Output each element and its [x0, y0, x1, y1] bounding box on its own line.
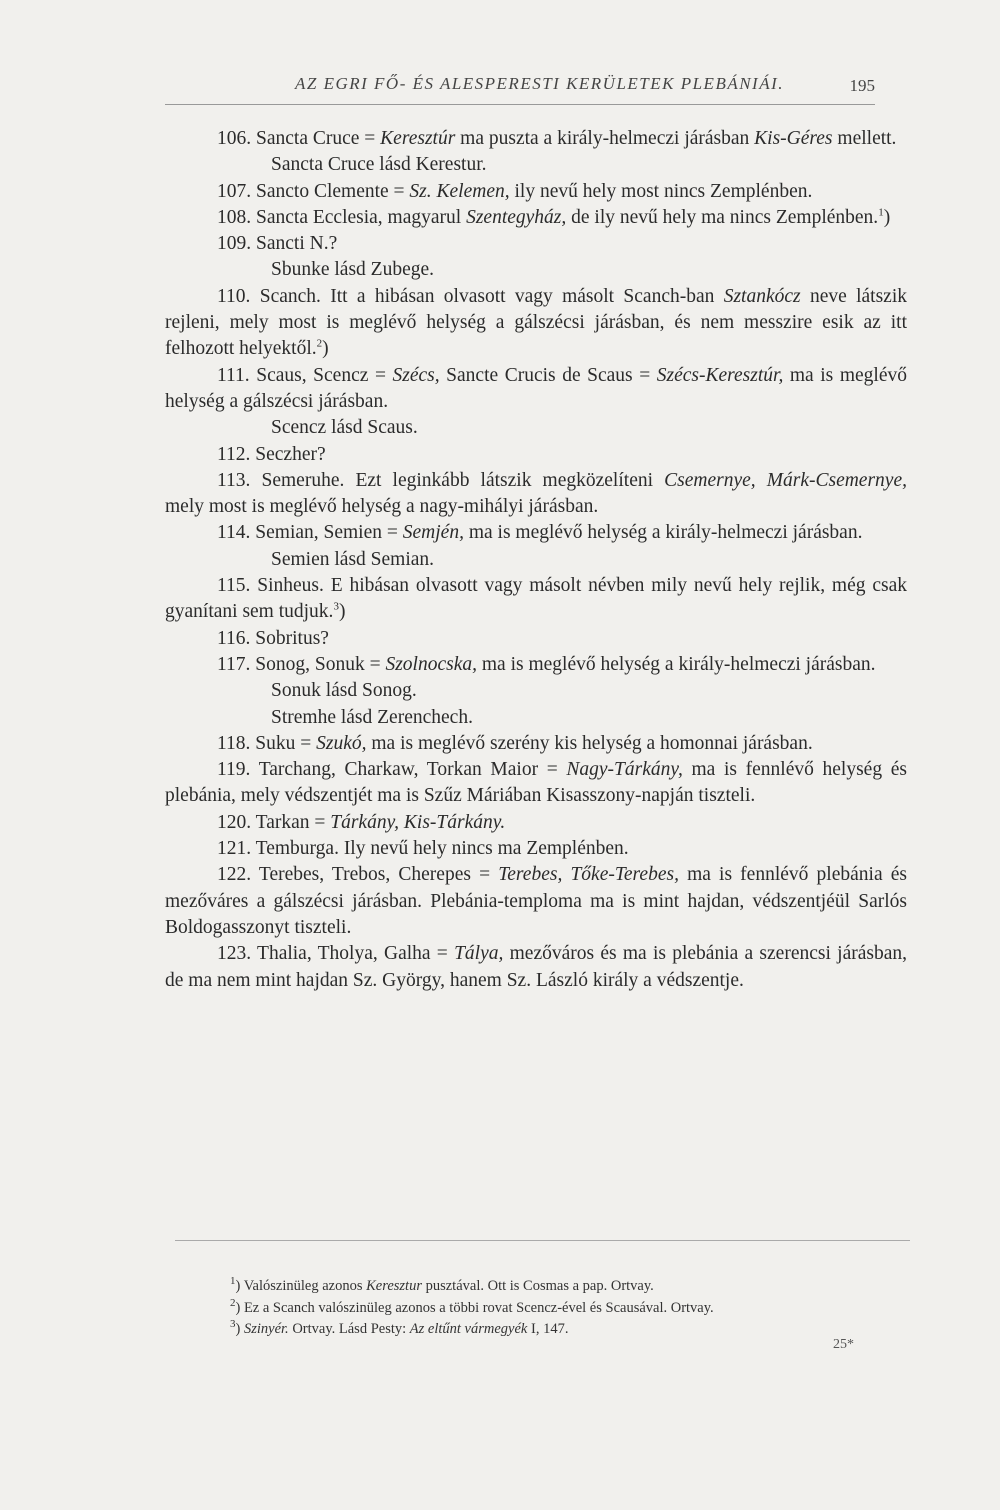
footnote-rule	[175, 1240, 910, 1241]
entry-117: 117. Sonog, Sonuk = Szolnocska, ma is meglévő helység a király-helmeczi járásban.	[217, 653, 876, 675]
entry-113: 113. Semeruhe. Ezt leginkább látszik megközelíteni Csemernye, Márk-Csemernye, mely most is meglévő helység a nagy-mihályi járásban.	[165, 469, 907, 518]
entry-118: 118. Suku = Szukó, ma is meglévő szerény kis helység a homonnai járásban.	[217, 732, 813, 754]
entry-112: 112. Seczher?	[217, 443, 326, 465]
footnote-ref: 3	[333, 600, 339, 613]
cross-reference: Scencz lásd Scaus.	[271, 417, 418, 439]
entry-107: 107. Sancto Clemente = Sz. Kelemen, ily nevű hely most nincs Zemplénben.	[217, 180, 813, 202]
main-text	[165, 126, 907, 994]
footnote-2: $^2$) Ez a Scanch valószinüleg azonos a többi rovat Scencz-ével és Scausával. Ortvay.	[230, 1296, 714, 1316]
page-header	[165, 74, 875, 98]
entry-108: 108. Sancta Ecclesia, magyarul Szentegyház, de ily nevű hely ma nincs Zemplénben.$^1$)	[217, 206, 891, 228]
running-title: AZ EGRI FŐ- ÉS ALESPERESTI KERÜLETEK PLEBÁNIÁI.	[295, 74, 785, 93]
footnote-1: $^1$) Valószinüleg azonos Keresztur pusztával. Ott is Cosmas a pap. Ortvay.	[230, 1275, 654, 1294]
entry-122: 122. Terebes, Trebos, Cherepes = Terebes, Tőke-Terebes, ma is fennlévő plebánia és mezőváres a gálszécsi járásban. Plebánia-temploma ma is mint hajdan, védszentjéül Sarlós Boldogasszonyt tiszteli.	[165, 864, 907, 938]
footnotes	[230, 1276, 890, 1341]
entry-111: 111. Scaus, Scencz = Szécs, Sancte Crucis de Scaus = Szécs-Keresztúr, ma is meglévő helység a gálszécsi járásban.	[165, 364, 907, 412]
entry-116: 116. Sobritus?	[217, 627, 329, 649]
entry-109: 109. Sancti N.?	[217, 233, 338, 255]
entry-119: 119. Tarchang, Charkaw, Torkan Maior = Nagy-Tárkány, ma is fennlévő helység és plebánia, mely védszentjét ma is Szűz Máriában Kisasszony-napján tiszteli.	[165, 759, 907, 807]
entry-123: 123. Thalia, Tholya, Galha = Tálya, mezőváros és ma is plebánia a szerencsi járásban, de ma nem mint hajdan Sz. György, hanem Sz. László király a védszentje.	[165, 943, 907, 991]
cross-reference: Sancta Cruce lásd Kerestur.	[271, 154, 487, 176]
footnote-ref: 1	[878, 206, 884, 219]
entry-110: 110. Scanch. Itt a hibásan olvasott vagy másolt Scanch-ban Sztankócz neve látszik rejleni, mely most is meglévő helység a gálszécsi járásban, és nem messzire esik az itt felhozott helyektől.$^2$)	[165, 285, 907, 360]
entry-120: 120. Tarkan = Tárkány, Kis-Tárkány.	[217, 811, 506, 833]
entry-114: 114. Semian, Semien = Semjén, ma is meglévő helység a király-helmeczi járásban.	[217, 522, 863, 544]
entry-121: 121. Temburga. Ily nevű hely nincs ma Zemplénben.	[217, 838, 629, 860]
footnote-3: $^3$) Szinyér. Ortvay. Lásd Pesty: Az eltűnt vármegyék I, 147.	[230, 1318, 569, 1337]
cross-reference: Sonuk lásd Sonog.	[271, 680, 417, 702]
cross-reference: Semien lásd Semian.	[271, 548, 435, 570]
header-rule	[165, 104, 875, 105]
entry-106: 106. Sancta Cruce = Keresztúr ma puszta a király-helmeczi járásban Kis-Géres mellett.	[217, 128, 897, 149]
signature-mark: 25*	[833, 1337, 854, 1352]
cross-reference: Stremhe lásd Zerenchech.	[271, 706, 473, 728]
cross-reference: Sbunke lásd Zubege.	[271, 259, 435, 281]
entry-115: 115. Sinheus. E hibásan olvasott vagy másolt névben mily nevű hely rejlik, még csak gyanítani sem tudjuk.$^3$)	[165, 575, 907, 623]
page-number: 195	[849, 76, 875, 95]
footnote-ref: 2	[316, 337, 323, 350]
